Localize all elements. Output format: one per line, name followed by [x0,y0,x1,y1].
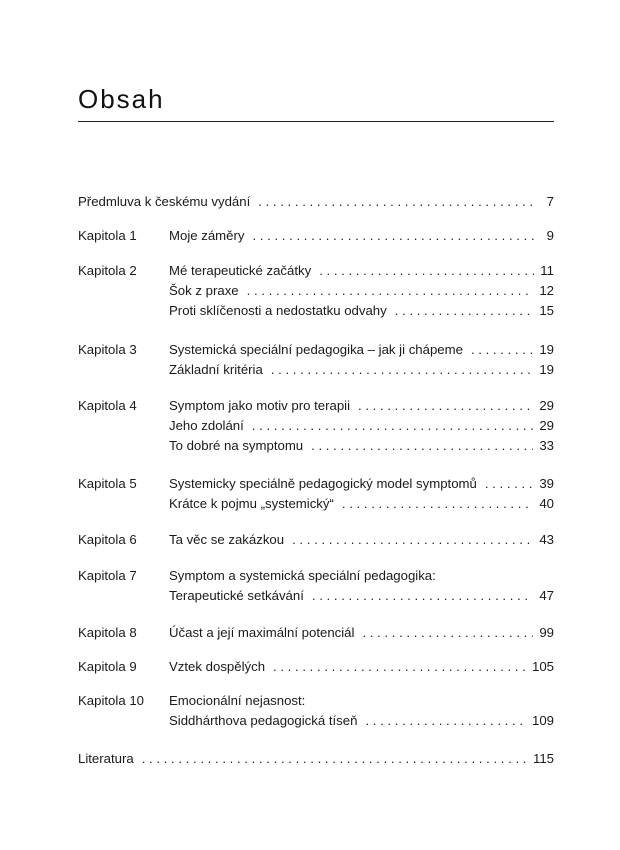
dot-leader [252,416,534,436]
dot-leader [312,586,533,606]
chapter-label: Kapitola 3 [78,342,137,357]
toc-entry-text: To dobré na symptomu [169,438,304,453]
page-number: 19 [539,362,554,377]
dot-leader [258,192,534,212]
page-number: 7 [546,194,554,209]
toc-entry-text: Emocionální nejasnost: [169,693,306,708]
page-number: 12 [539,283,554,298]
toc-chapter-1[interactable] [78,226,554,248]
toc-entry-text: Základní kritéria [169,362,263,377]
chapter-label: Kapitola 8 [78,625,137,640]
toc-entry-text: Ta věc se zakázkou [169,532,285,547]
dot-leader [311,436,533,456]
page-number: 19 [539,342,554,357]
toc-entry-text: Předmluva k českému vydání [78,194,251,209]
toc-entry-text: Moje záměry [169,228,245,243]
page-number: 109 [531,713,554,728]
dot-leader [252,226,534,246]
toc-chapter-3[interactable] [78,340,554,380]
toc-entry-text: Šok z praxe [169,283,239,298]
page-number: 47 [539,588,554,603]
chapter-label: Kapitola 5 [78,476,137,491]
dot-leader [342,494,533,514]
page-title: Obsah [78,84,165,114]
toc-chapter-2[interactable] [78,261,554,321]
toc-entry-text: Symptom a systemická speciální pedagogika: [169,568,436,583]
toc-chapter-5[interactable] [78,474,554,514]
toc-entry-text: Systemicky speciálně pedagogický model symptomů [169,476,477,491]
page-number: 39 [539,476,554,491]
toc-entry-text: Terapeutické setkávání [169,588,304,603]
toc-entry-text: Literatura [78,751,134,766]
chapter-label: Kapitola 7 [78,568,137,583]
toc-entry-bibliography[interactable] [78,749,554,771]
chapter-label: Kapitola 9 [78,659,137,674]
chapter-label: Kapitola 4 [78,398,137,413]
dot-leader [471,340,533,360]
toc-chapter-6[interactable] [78,530,554,552]
toc-chapter-9[interactable] [78,657,554,679]
toc-entry-text: Krátce k pojmu „systemický“ [169,496,334,511]
page-number: 11 [540,263,554,278]
toc-entry-text: Jeho zdolání [169,418,244,433]
chapter-label: Kapitola 6 [78,532,137,547]
toc-chapter-8[interactable] [78,623,554,645]
chapter-label: Kapitola 10 [78,693,144,708]
chapter-label: Kapitola 1 [78,228,137,243]
dot-leader [247,281,534,301]
page-number: 40 [539,496,554,511]
toc-entry-text: Účast a její maximální potenciál [169,625,355,640]
page-number: 29 [539,418,554,433]
toc-entry-text: Proti sklíčenosti a nedostatku odvahy [169,303,387,318]
title-rule [78,121,554,122]
dot-leader [362,623,533,643]
dot-leader [142,749,527,769]
toc-entry-text: Mé terapeutické začátky [169,263,312,278]
dot-leader [271,360,534,380]
toc-entry-text: Symptom jako motiv pro terapii [169,398,351,413]
toc-chapter-7[interactable] [78,566,554,606]
toc-chapter-4[interactable] [78,396,554,456]
page-number: 99 [539,625,554,640]
dot-leader [395,301,534,321]
page-number: 115 [532,751,554,766]
toc-entry-text: Siddhárthova pedagogická tíseň [169,713,358,728]
page-number: 33 [539,438,554,453]
page-number: 43 [539,532,554,547]
dot-leader [292,530,533,550]
page-number: 29 [539,398,554,413]
dot-leader [319,261,534,281]
dot-leader [358,396,533,416]
dot-leader [365,711,526,731]
toc-entry-text: Vztek dospělých [169,659,266,674]
toc-chapter-10[interactable] [78,691,554,731]
dot-leader [485,474,533,494]
toc-entry-preface[interactable] [78,192,554,214]
page-number: 105 [531,659,554,674]
page-number: 15 [539,303,554,318]
page-number: 9 [546,228,554,243]
toc-entry-text: Systemická speciální pedagogika – jak ji chápeme [169,342,463,357]
dot-leader [273,657,526,677]
chapter-label: Kapitola 2 [78,263,137,278]
